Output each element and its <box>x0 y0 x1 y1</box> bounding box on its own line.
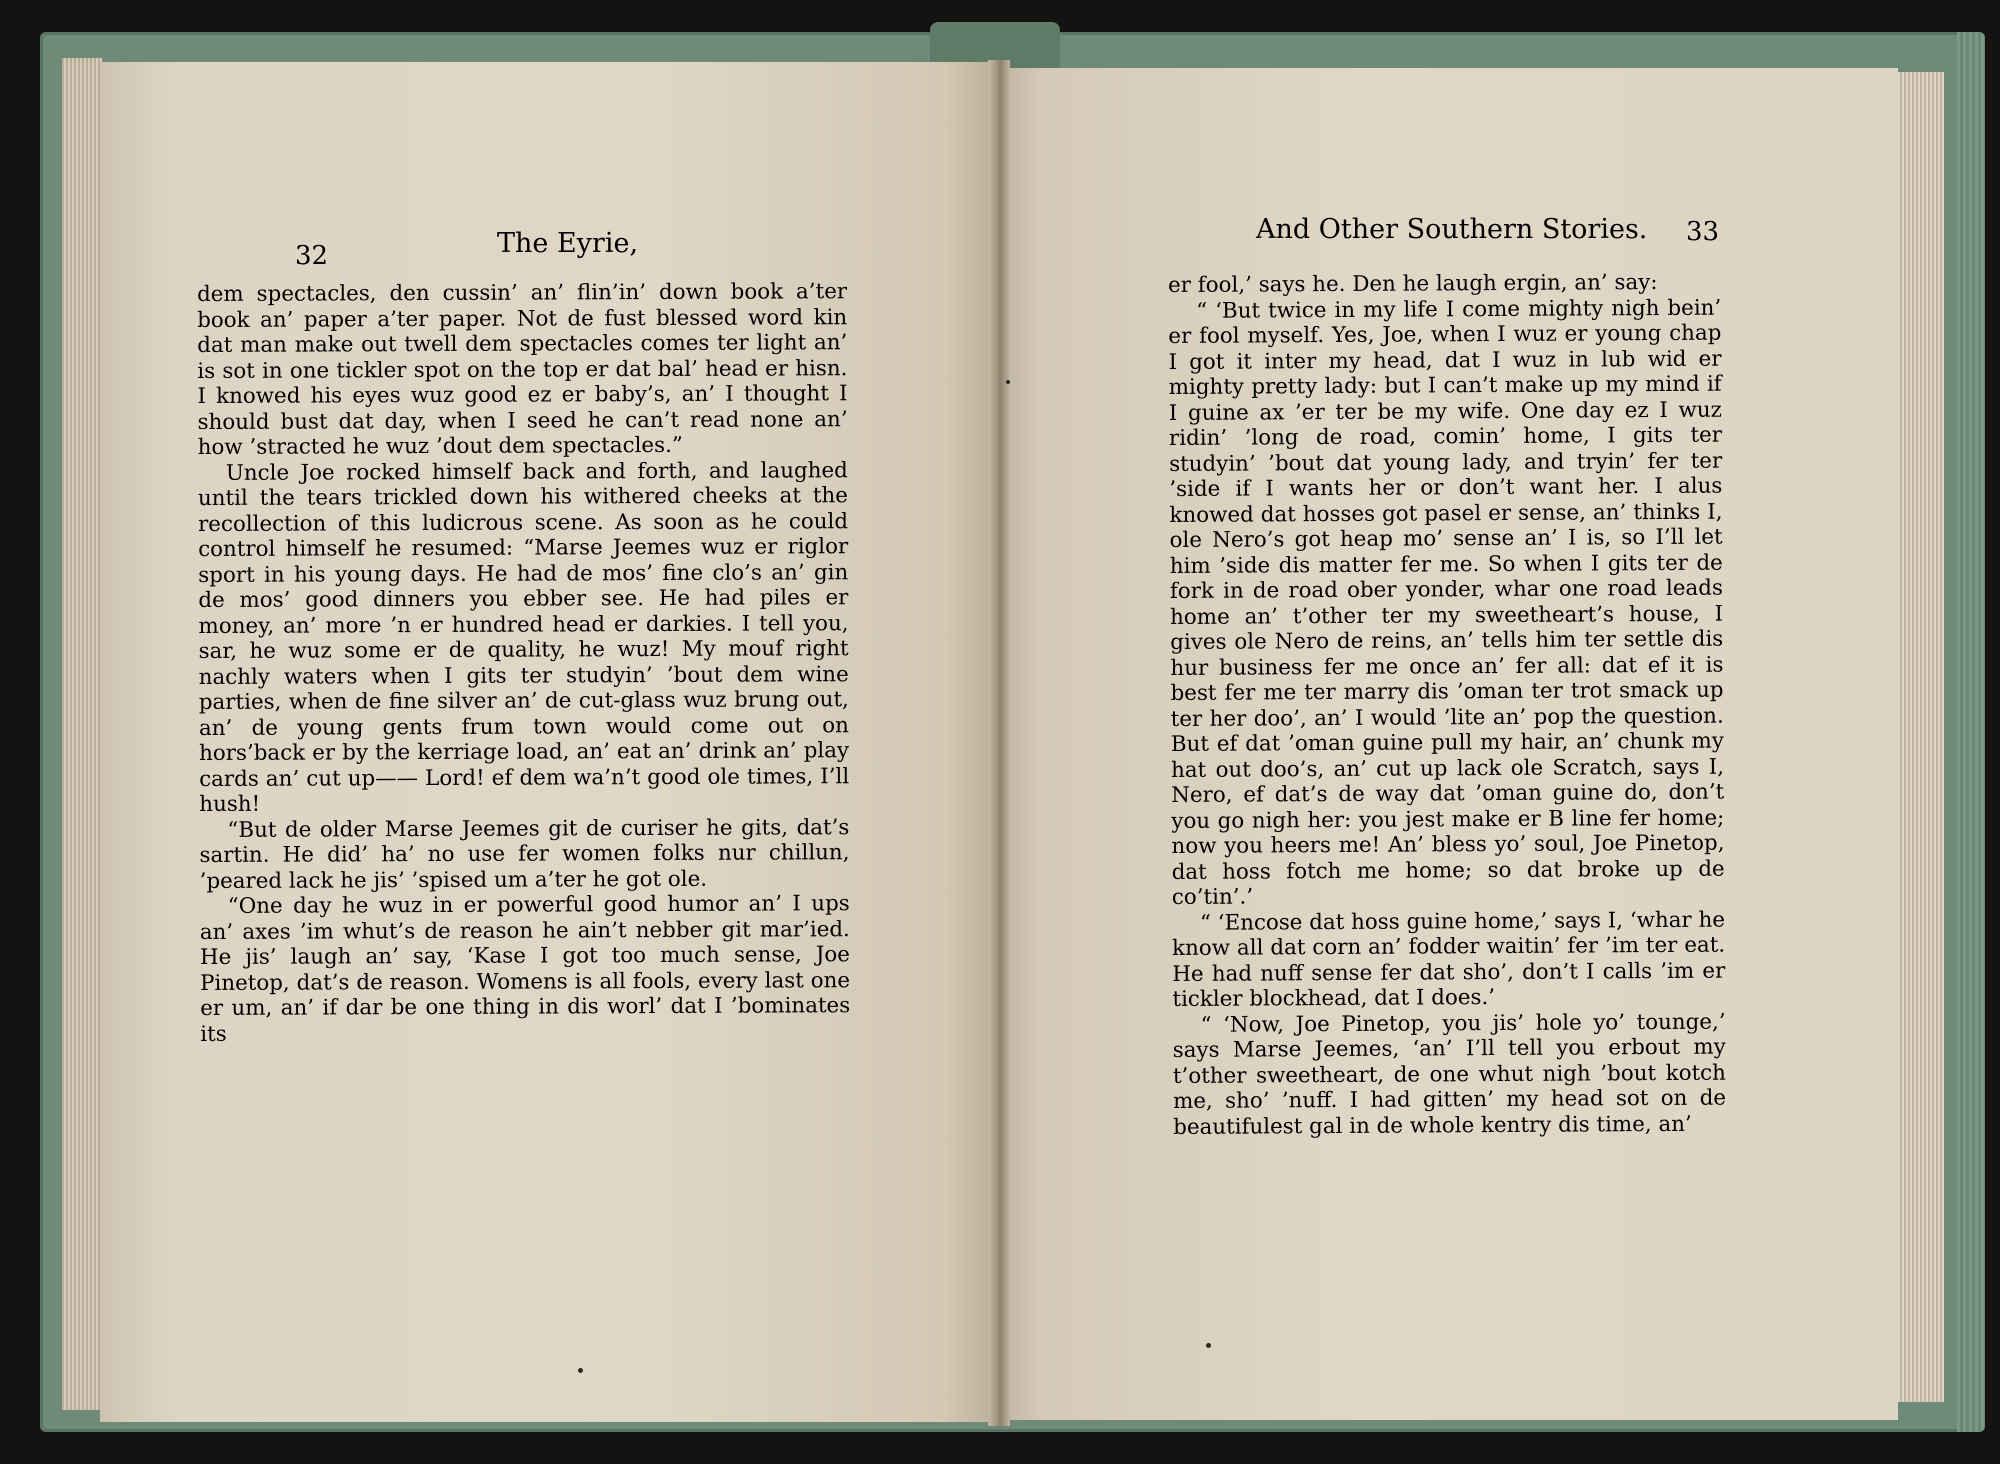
left-page-stack <box>62 58 102 1410</box>
right-running-title: And Other Southern Stories. <box>1256 214 1648 245</box>
left-page-number: 32 <box>295 241 329 271</box>
left-paragraph: “One day he wuz in er powerful good humor an’ I ups an’ axes ’im whut’s de reason he ain’t nebber git mar’ied. He jis’ laugh an’ say, ‘Kase I got too much sense, Joe Pinetop, dat’s de reason. Womens is all fools, every last one er um, an’ if dar be one thing in dis worl’ dat I ’bominates its <box>199 891 851 1047</box>
right-page-number: 33 <box>1686 217 1720 247</box>
left-paragraph: Uncle Joe rocked himself back and forth, and laughed until the tears trickled down his withered cheeks at the recollection of this ludicrous scene. As soon as he could control himself he resumed: “Marse Jeemes wuz er riglor sport in his young days. He had de mos’ fine clo’s an’ gin de mos’ good dinners you ebber see. He had piles er money, an’ more ’n er hundred head er darkies. I tell you, sar, he wuz some er de quality, he wuz! My mouf right nachly waters when I gits ter studyin’ ’bout dem wine parties, when de fine silver an’ de cut-glass wuz brung out, an’ de young gents frum town would come out on hors’back er by the kerriage load, an’ eat an’ drink an’ play cards an’ cut up—— Lord! ef dem wa’n’t good ole times, I’ll hush! <box>197 457 850 817</box>
right-paragraph: “ ‘But twice in my life I come mighty nigh bein’ er fool myself. Yes, Joe, when I wuz er young chap I got it inter my head, dat I wuz in lub wid er mighty pretty lady: but I can’t make up my mind if I guine ax ’er ter be my wife. One day ez I wuz ridin’ ’long de road, comin’ home, I gits ter studyin’ ’bout dat young lady, and tryin’ fer ter ’side if I wants her or don’t want her. I alus knowed dat hosses got pasel er sense, an’ thinks I, ole Nero’s got heap mo’ sense an’ I is, so I’ll let him ’side dis matter fer me. So when I gits ter de fork in de road ober yonder, whar one road leads home an’ t’other ter my sweetheart’s house, I gives ole Nero de reins, an’ tells him ter settle dis hur business fer me once an’ fer all: dat ef it is best fer me ter marry dis ’oman ter trot smack up ter her doo’, an’ I would ’lite an’ pop the question. But ef dat ’oman guine pull my hair, an’ chunk my hat out doo’s, an’ cut up lack ole Scratch, says I, Nero, ef dat’s de way dat ’oman guine do, don’t you go nigh her: you jest make er B line fer home; now you heers me! An’ bless yo’ soul, Joe Pinetop, dat hoss fotch me home; so dat broke up de co’tin’.’ <box>1168 295 1725 910</box>
right-paragraph: “ ‘Now, Joe Pinetop, you jis’ hole yo’ tounge,’ says Marse Jeemes, ‘an’ I’ll tell you erbout my t’other sweetheart, de one whut nigh ’bout kotch me, sho’ ’nuff. I had gitten’ my head sot on de beautifulest gal in de whole kentry dis time, an’ <box>1172 1009 1727 1140</box>
paper-speck <box>578 1368 583 1373</box>
left-running-title: The Eyrie, <box>497 228 639 259</box>
cover-edge <box>1957 32 1985 1432</box>
right-page-body <box>1168 270 1726 1140</box>
left-paragraph: “But de older Marse Jeemes git de curiser he gits, dat’s sartin. He did’ ha’ no use fer women folks nur chillun, ’peared lack he jis’ ’spised um a’ter he got ole. <box>199 814 850 894</box>
book-gutter <box>988 60 1010 1426</box>
left-paragraph: dem spectacles, den cussin’ an’ flin’in’ down book a’ter book an’ paper a’ter paper. Not de fust blessed word kin dat man make out twell dem spectacles comes ter light an’ is sot in one tickler spot on the top er dat bal’ head er hisn. I knowed his eyes wuz good ez er baby’s, an’ I thought I should bust dat day, when I seed he can’t read none an’ how ’stracted he wuz ’dout dem spectacles.” <box>197 279 848 460</box>
paper-speck <box>1006 380 1010 384</box>
right-paragraph: er fool,’ says he. Den he laugh ergin, an’ say: <box>1168 270 1658 298</box>
right-page-stack <box>1892 72 1944 1402</box>
right-paragraph: “ ‘Encose dat hoss guine home,’ says I, ‘whar he know all dat corn an’ fodder waitin’ fer ’im ter eat. He had nuff sense fer dat sho’, don’t I calls ’im er tickler blockhead, dat I does.’ <box>1172 907 1726 1012</box>
paper-speck <box>1206 1343 1211 1348</box>
left-page-body <box>197 279 850 1047</box>
